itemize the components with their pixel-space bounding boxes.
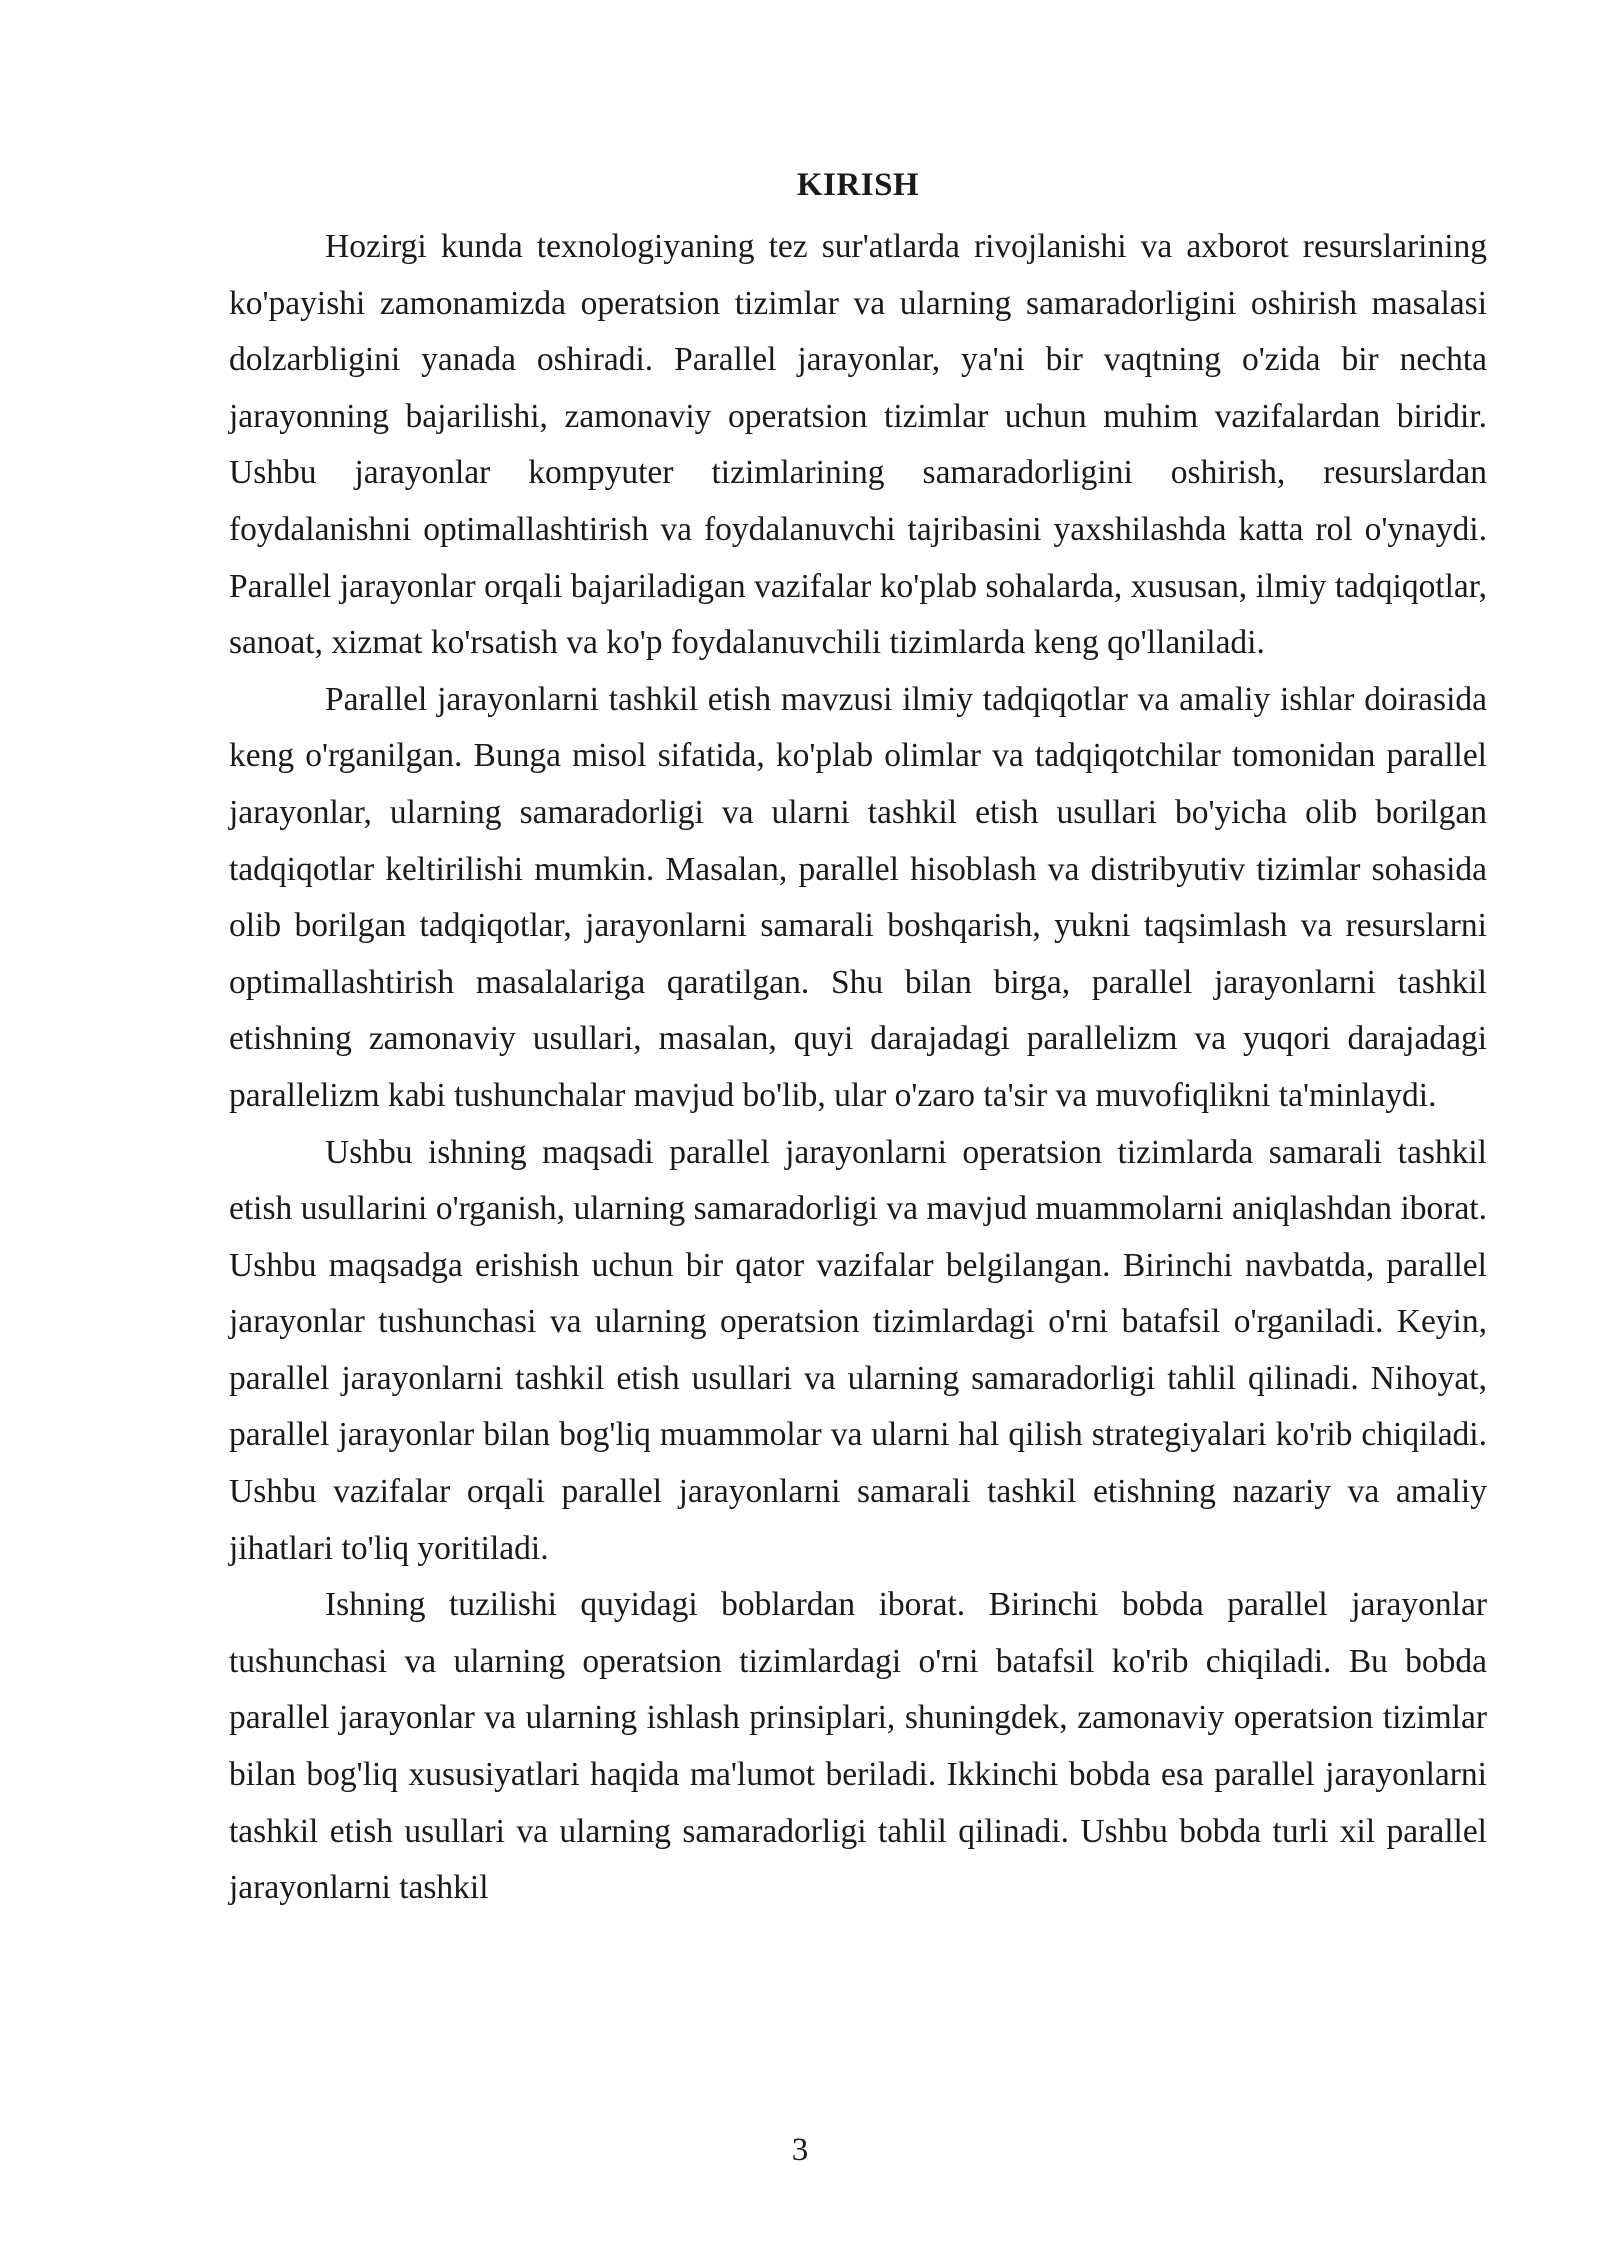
page-number: 3 [791,2132,809,2168]
section-title: KIRISH [796,167,920,203]
paragraph-2: Parallel jarayonlarni tashkil etish mavzusi ilmiy tadqiqotlar va amaliy ishlar doirasida keng o'rganilgan. Bunga misol sifatida, ko'plab olimlar va tadqiqotchilar tomonidan parallel jarayonlar, ularning samaradorligi va ularni tashkil etish usullari bo'yicha olib borilgan tadqiqotlar keltirilishi mumkin. Masalan, parallel hisoblash va distribyutiv tizimlar sohasida olib borilgan tadqiqotlar, jarayonlarni samarali boshqarish, yukni taqsimlash va resurslarni optimallashtirish masalalariga qaratilgan. Shu bilan birga, parallel jarayonlarni tashkil etishning zamonaviy usullari, masalan, quyi darajadagi parallelizm va yuqori darajadagi parallelizm kabi tushunchalar mavjud bo'lib, ular o'zaro ta'sir va muvofiqlikni ta'minlaydi. [229,680,1487,1114]
page-content [229,162,1487,1917]
paragraph-4: Ishning tuzilishi quyidagi boblardan iborat. Birinchi bobda parallel jarayonlar tushunchasi va ularning operatsion tizimlardagi o'rni batafsil ko'rib chiqiladi. Bu bobda parallel jarayonlar va ularning ishlash prinsiplari, shuningdek, zamonaviy operatsion tizimlar bilan bog'liq xususiyatlari haqida ma'lumot beriladi. Ikkinchi bobda esa parallel jarayonlarni tashkil etish usullari va ularning samaradorligi tahlil qilinadi. Ushbu bobda turli xil parallel jarayonlarni tashkil [229,1586,1487,1907]
paragraph-1: Hozirgi kunda texnologiyaning tez sur'atlarda rivojlanishi va axborot resurslarining ko'payishi zamonamizda operatsion tizimlar va ularning samaradorligini oshirish masalasi dolzarbligini yanada oshiradi. Parallel jarayonlar, ya'ni bir vaqtning o'zida bir nechta jarayonning bajarilishi, zamonaviy operatsion tizimlar uchun muhim vazifalardan biridir. Ushbu jarayonlar kompyuter tizimlarining samaradorligini oshirish, resurslardan foydalanishni optimallashtirish va foydalanuvchi tajribasini yaxshilashda katta rol o'ynaydi. Parallel jarayonlar orqali bajariladigan vazifalar ko'plab sohalarda, xususan, ilmiy tadqiqotlar, sanoat, xizmat ko'rsatish va ko'p foydalanuvchili tizimlarda keng qo'llaniladi. [229,228,1487,662]
paragraph-3: Ushbu ishning maqsadi parallel jarayonlarni operatsion tizimlarda samarali tashkil etish usullarini o'rganish, ularning samaradorligi va mavjud muammolarni aniqlashdan iborat. Ushbu maqsadga erishish uchun bir qator vazifalar belgilangan. Birinchi navbatda, parallel jarayonlar tushunchasi va ularning operatsion tizimlardagi o'rni batafsil o'rganiladi. Keyin, parallel jarayonlarni tashkil etish usullari va ularning samaradorligi tahlil qilinadi. Nihoyat, parallel jarayonlar bilan bog'liq muammolar va ularni hal qilish strategiyalari ko'rib chiqiladi. Ushbu vazifalar orqali parallel jarayonlarni samarali tashkil etishning nazariy va amaliy jihatlari to'liq yoritiladi. [229,1133,1487,1567]
